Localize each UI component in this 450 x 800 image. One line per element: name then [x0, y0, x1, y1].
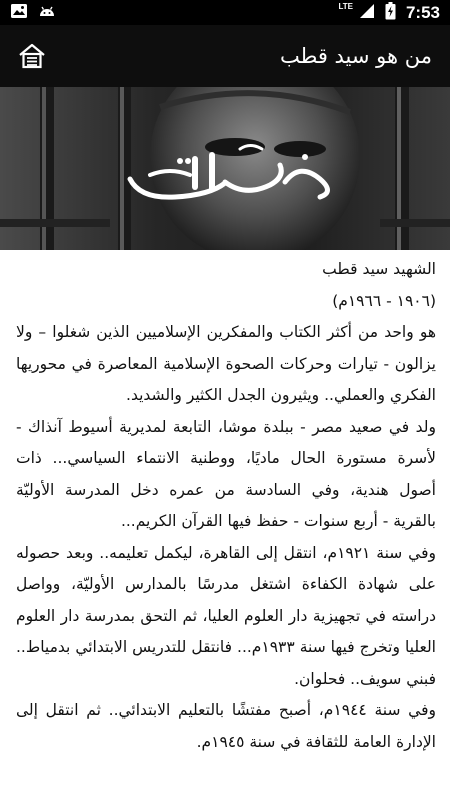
- status-time: 7:53: [405, 2, 440, 22]
- gallery-icon: [10, 3, 28, 23]
- hero-image: [0, 87, 450, 250]
- home-icon: [18, 43, 46, 69]
- article-paragraph-3: وفي سنة ١٩٢١م، انتقل إلى القاهرة، ليكمل تعليمه.. وبعد حصوله على شهادة الكفاءة اشتغل مدرسًا بالمدارس الأوليّة، وواصل دراسته في تجهيزية دار العلوم العليا، ثم التحق بمدرسة دار العلوم العليا وتخرج فيها سنة ١٩٣٣م... فانتقل للتدريس الابتدائي بدمياط.. فبني سويف.. فحلوان.: [16, 543, 436, 688]
- status-bar: [0, 0, 450, 25]
- article-body: [0, 250, 450, 800]
- hero-banner: [0, 87, 450, 250]
- app-bar: [0, 25, 450, 87]
- article-years: (١٩٠٦ - ١٩٦٦م): [332, 291, 436, 310]
- battery-charging-icon: [385, 2, 396, 24]
- status-left: [10, 3, 56, 23]
- home-button[interactable]: [18, 42, 46, 70]
- article-heading: الشهيد سيد قطب: [322, 260, 436, 278]
- article-paragraph-4: وفي سنة ١٩٤٤م، أصبح مفتشًا بالتعليم الابتدائي.. ثم انتقل إلى الإدارة العامة للثقافة في سنة ١٩٤٥م.: [16, 701, 436, 751]
- android-icon: [38, 3, 56, 23]
- network-type: LTE: [338, 2, 353, 11]
- signal-icon: [359, 3, 375, 23]
- page-title: من هو سيد قطب: [279, 44, 432, 68]
- status-right: [338, 2, 440, 24]
- article-paragraph-1: هو واحد من أكثر الكتاب والمفكرين الإسلاميين الذين شغلوا – ولا يزالون - تيارات وحركات الصحوة الإسلامية المعاصرة في محوريها الفكري والعملي.. ويثيرون الجدل الكثير والشديد.: [16, 323, 436, 404]
- article-paragraph-2: ولد في صعيد مصر - ببلدة موشا، التابعة لمديرية أسيوط آنذاك - لأسرة مستورة الحال ماديًا، ووطنية الانتماء السياسي... ذات أصول هندية، وفي السادسة من عمره دخل المدرسة الأوليّة بالقرية - أربع سنوات - حفظ فيها القرآن الكريم...: [16, 417, 436, 530]
